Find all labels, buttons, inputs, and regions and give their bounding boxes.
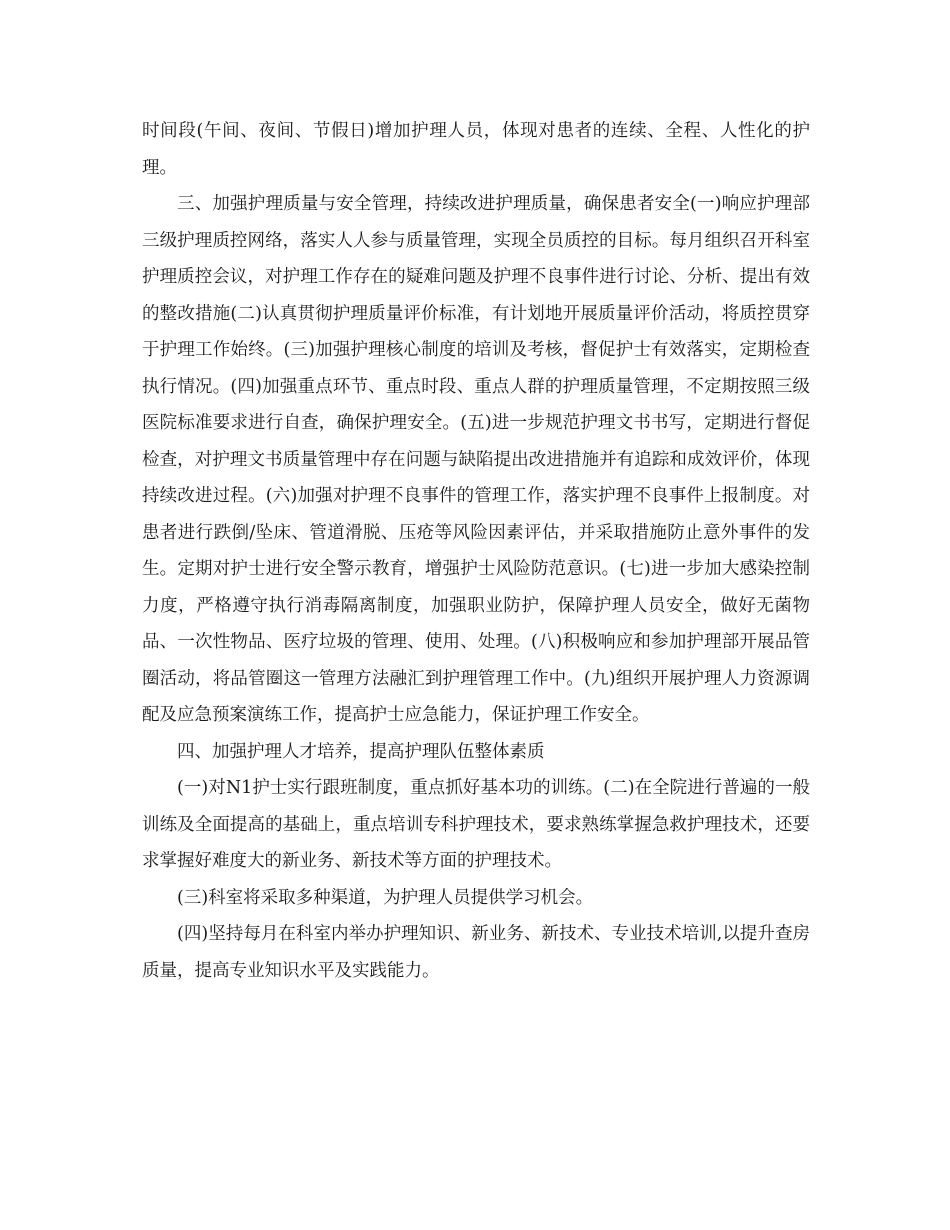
paragraph-training-one-two: (一)对N1护士实行跟班制度，重点抓好基本功的训练。(二)在全院进行普遍的一般训练及全面提高的基础上，重点培训专科护理技术，要求熟练掌握急救护理技术，还要求掌握好难度大的新业务、新技术等方面的护理技术。 <box>142 778 810 871</box>
paragraph-continuation: 时间段(午间、夜间、节假日)增加护理人员，体现对患者的连续、全程、人性化的护理。 <box>142 121 810 178</box>
paragraph-training-four: (四)坚持每月在科室内举办护理知识、新业务、新技术、专业技术培训,以提升查房质量，提高专业知识水平及实践能力。 <box>142 924 810 981</box>
paragraph-training-three: (三)科室将采取多种渠道，为护理人员提供学习机会。 <box>177 887 594 908</box>
paragraph-section-three: 三、加强护理质量与安全管理，持续改进护理质量，确保患者安全(一)响应护理部三级护理质控网络，落实人人参与质量管理，实现全员质控的目标。每月组织召开科室护理质控会议，对护理工作存在的疑难问题及护理不良事件进行讨论、分析、提出有效的整改措施(二)认真贯彻护理质量评价标准，有计划地开展质量评价活动，将质控贯穿于护理工作始终。(三)加强护理核心制度的培训及考核，督促护士有效落实，定期检查执行情况。(四)加强重点环节、重点时段、重点人群的护理质量管理，不定期按照三级医院标准要求进行自查，确保护理安全。(五)进一步规范护理文书书写，定期进行督促检查，对护理文书质量管理中存在问题与缺陷提出改进措施并有追踪和成效评价，体现持续改进过程。(六)加强对护理不良事件的管理工作，落实护理不良事件上报制度。对患者进行跌倒/坠床、管道滑脱、压疮等风险因素评估，并采取措施防止意外事件的发生。定期对护士进行安全警示教育，增强护士风险防范意识。(七)进一步加大感染控制力度，严格遵守执行消毒隔离制度，加强职业防护，保障护理人员安全，做好无菌物品、一次性物品、医疗垃圾的管理、使用、处理。(八)积极响应和参加护理部开展品管圈活动，将品管圈这一管理方法融汇到护理管理工作中。(九)组织开展护理人力资源调配及应急预案演练工作，提高护士应急能力，保证护理工作安全。 <box>142 194 810 725</box>
document-body <box>142 113 810 989</box>
section-heading-four: 四、加强护理人才培养，提高护理队伍整体素质 <box>177 741 545 762</box>
